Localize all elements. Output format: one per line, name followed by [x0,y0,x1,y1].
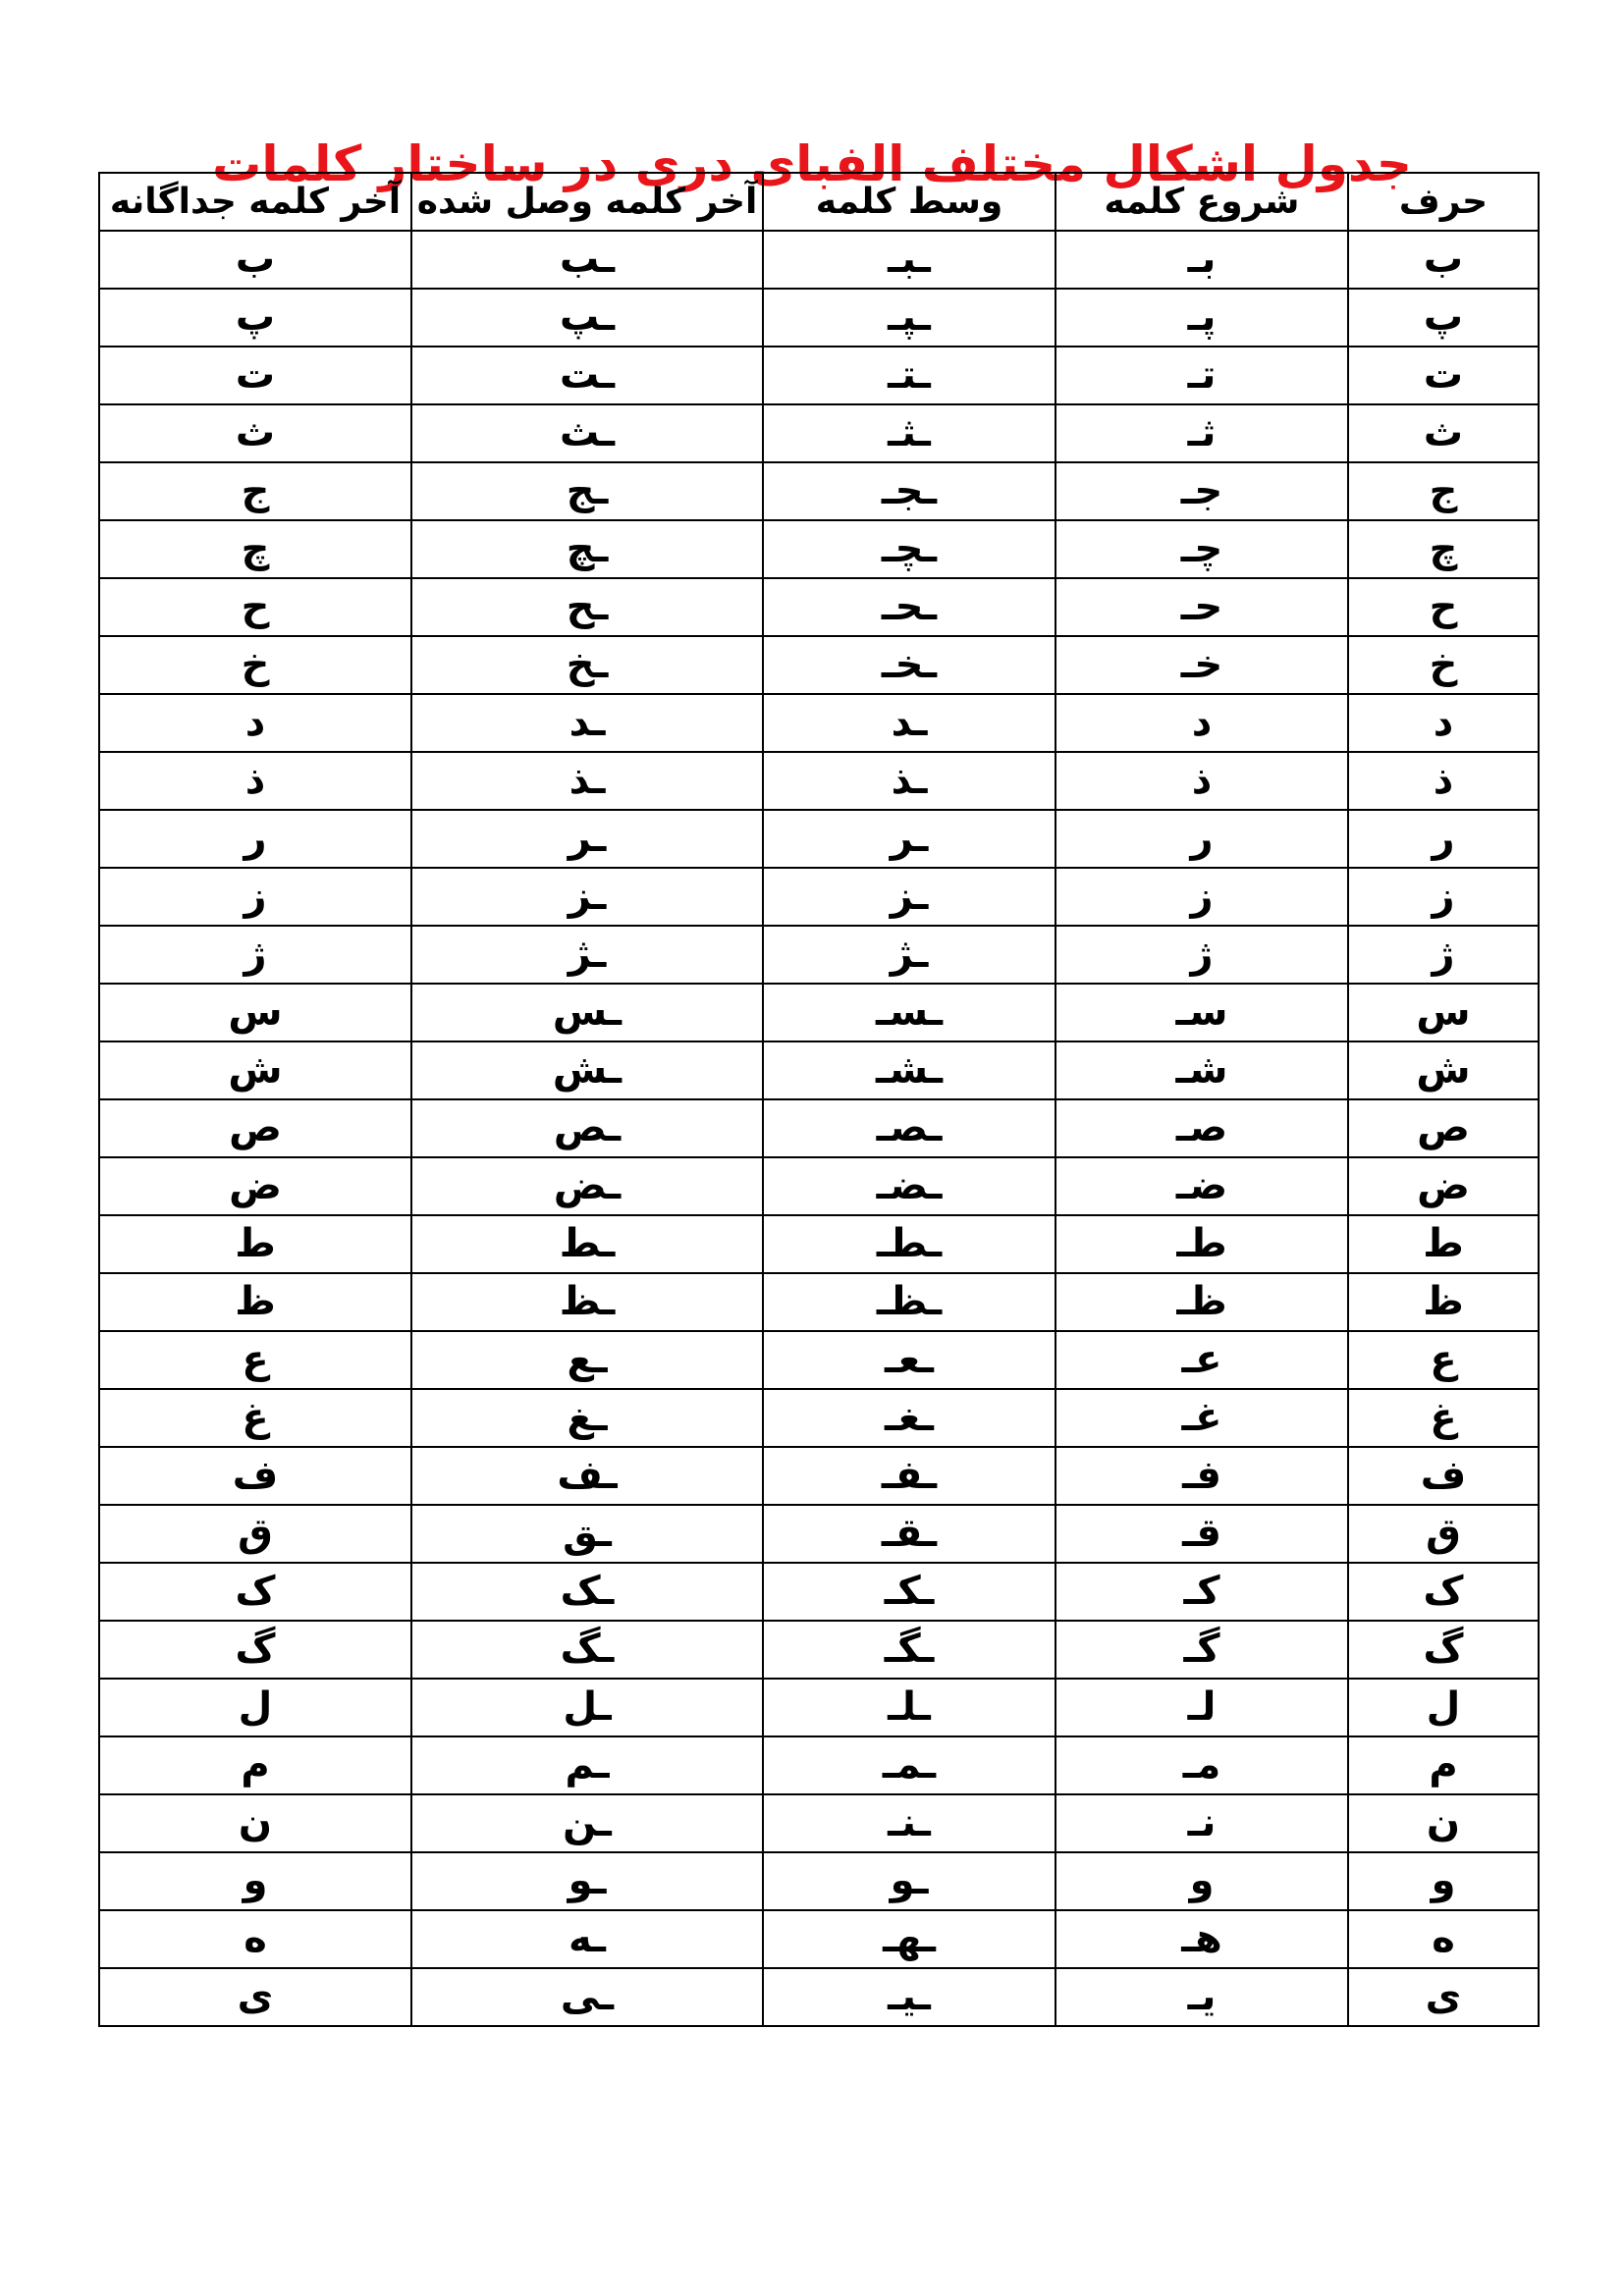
cell-final-isolated-form: ن [99,1794,411,1852]
cell-initial-form: شـ [1056,1041,1348,1099]
cell-letter: ز [1348,868,1539,926]
cell-medial-form: ـمـ [763,1736,1056,1794]
cell-final-joined-form: ـگ [411,1621,763,1679]
cell-final-joined-form: ـص [411,1099,763,1157]
cell-initial-form: بـ [1056,231,1348,289]
cell-initial-form: نـ [1056,1794,1348,1852]
cell-final-isolated-form: ظ [99,1273,411,1331]
cell-final-joined-form: ـش [411,1041,763,1099]
table-row [99,1389,1539,1447]
table-row [99,1505,1539,1563]
table-row [99,231,1539,289]
cell-initial-form: ثـ [1056,404,1348,462]
cell-medial-form: ـعـ [763,1331,1056,1389]
alphabet-forms-table [98,172,1540,2027]
cell-initial-form: چـ [1056,520,1348,578]
cell-initial-form: هـ [1056,1910,1348,1968]
cell-letter: ب [1348,231,1539,289]
cell-medial-form: ـپـ [763,289,1056,347]
cell-final-joined-form: ـس [411,984,763,1041]
cell-final-isolated-form: ط [99,1215,411,1273]
cell-letter: ذ [1348,752,1539,810]
cell-initial-form: قـ [1056,1505,1348,1563]
cell-letter: پ [1348,289,1539,347]
table-row [99,1273,1539,1331]
cell-letter: ط [1348,1215,1539,1273]
cell-final-joined-form: ـب [411,231,763,289]
cell-final-isolated-form: ل [99,1679,411,1736]
header-final-isolated: آخر کلمه جداگانه [99,173,411,231]
cell-final-isolated-form: ف [99,1447,411,1505]
cell-medial-form: ـخـ [763,636,1056,694]
cell-medial-form: ـنـ [763,1794,1056,1852]
cell-letter: و [1348,1852,1539,1910]
cell-initial-form: پـ [1056,289,1348,347]
cell-final-joined-form: ـک [411,1563,763,1621]
cell-final-joined-form: ـو [411,1852,763,1910]
cell-final-joined-form: ـت [411,347,763,404]
cell-letter: گ [1348,1621,1539,1679]
cell-initial-form: و [1056,1852,1348,1910]
cell-medial-form: ـگـ [763,1621,1056,1679]
cell-letter: ح [1348,578,1539,636]
cell-final-isolated-form: ر [99,810,411,868]
table-row [99,1099,1539,1157]
cell-letter: چ [1348,520,1539,578]
table-row [99,289,1539,347]
cell-medial-form: ـقـ [763,1505,1056,1563]
cell-final-isolated-form: ح [99,578,411,636]
table-row [99,1447,1539,1505]
cell-initial-form: فـ [1056,1447,1348,1505]
cell-final-joined-form: ـن [411,1794,763,1852]
cell-initial-form: یـ [1056,1968,1348,2026]
cell-initial-form: صـ [1056,1099,1348,1157]
cell-medial-form: ـذ [763,752,1056,810]
cell-final-joined-form: ـپ [411,289,763,347]
cell-final-isolated-form: خ [99,636,411,694]
table-row [99,1621,1539,1679]
cell-letter: ژ [1348,926,1539,984]
cell-initial-form: عـ [1056,1331,1348,1389]
table-row [99,752,1539,810]
table-row [99,1794,1539,1852]
cell-final-isolated-form: ع [99,1331,411,1389]
cell-medial-form: ـبـ [763,231,1056,289]
cell-final-isolated-form: ق [99,1505,411,1563]
cell-letter: ص [1348,1099,1539,1157]
cell-letter: ش [1348,1041,1539,1099]
table-row [99,636,1539,694]
cell-final-joined-form: ـچ [411,520,763,578]
cell-final-isolated-form: ش [99,1041,411,1099]
cell-final-joined-form: ـز [411,868,763,926]
cell-initial-form: حـ [1056,578,1348,636]
cell-medial-form: ـلـ [763,1679,1056,1736]
table-row [99,868,1539,926]
cell-medial-form: ـهـ [763,1910,1056,1968]
table-row [99,347,1539,404]
cell-initial-form: ضـ [1056,1157,1348,1215]
cell-initial-form: مـ [1056,1736,1348,1794]
cell-letter: ف [1348,1447,1539,1505]
table-row [99,1910,1539,1968]
cell-medial-form: ـسـ [763,984,1056,1041]
cell-letter: ر [1348,810,1539,868]
cell-final-joined-form: ـی [411,1968,763,2026]
table-row [99,1736,1539,1794]
table-row [99,694,1539,752]
header-medial: وسط کلمه [763,173,1056,231]
cell-initial-form: کـ [1056,1563,1348,1621]
cell-letter: س [1348,984,1539,1041]
cell-final-joined-form: ـم [411,1736,763,1794]
cell-final-joined-form: ـظ [411,1273,763,1331]
cell-final-isolated-form: ث [99,404,411,462]
table-row [99,1679,1539,1736]
table-row [99,810,1539,868]
cell-letter: ث [1348,404,1539,462]
cell-letter: ی [1348,1968,1539,2026]
cell-letter: ه [1348,1910,1539,1968]
cell-final-isolated-form: گ [99,1621,411,1679]
cell-letter: ک [1348,1563,1539,1621]
cell-final-isolated-form: ی [99,1968,411,2026]
cell-final-isolated-form: و [99,1852,411,1910]
cell-medial-form: ـضـ [763,1157,1056,1215]
cell-medial-form: ـتـ [763,347,1056,404]
table-header-row [99,173,1539,231]
cell-initial-form: جـ [1056,462,1348,520]
header-final-joined: آخر کلمه وصل شده [411,173,763,231]
cell-final-isolated-form: ک [99,1563,411,1621]
cell-medial-form: ـو [763,1852,1056,1910]
cell-initial-form: سـ [1056,984,1348,1041]
cell-initial-form: ذ [1056,752,1348,810]
cell-final-isolated-form: ت [99,347,411,404]
cell-final-isolated-form: ز [99,868,411,926]
cell-medial-form: ـر [763,810,1056,868]
cell-final-isolated-form: ه [99,1910,411,1968]
cell-medial-form: ـژ [763,926,1056,984]
header-initial: شروع کلمه [1056,173,1348,231]
cell-final-joined-form: ـه [411,1910,763,1968]
cell-final-isolated-form: ج [99,462,411,520]
cell-initial-form: تـ [1056,347,1348,404]
cell-letter: ل [1348,1679,1539,1736]
table-row [99,984,1539,1041]
table-row [99,1852,1539,1910]
table-row [99,1331,1539,1389]
cell-final-joined-form: ـح [411,578,763,636]
cell-letter: ق [1348,1505,1539,1563]
cell-final-joined-form: ـژ [411,926,763,984]
table-row [99,1157,1539,1215]
cell-medial-form: ـثـ [763,404,1056,462]
cell-final-isolated-form: د [99,694,411,752]
cell-initial-form: طـ [1056,1215,1348,1273]
cell-final-joined-form: ـد [411,694,763,752]
cell-letter: غ [1348,1389,1539,1447]
cell-medial-form: ـشـ [763,1041,1056,1099]
cell-initial-form: ظـ [1056,1273,1348,1331]
cell-final-isolated-form: غ [99,1389,411,1447]
cell-final-joined-form: ـق [411,1505,763,1563]
table-row [99,926,1539,984]
cell-final-joined-form: ـل [411,1679,763,1736]
cell-medial-form: ـفـ [763,1447,1056,1505]
cell-letter: م [1348,1736,1539,1794]
cell-initial-form: ز [1056,868,1348,926]
cell-final-isolated-form: پ [99,289,411,347]
cell-initial-form: ر [1056,810,1348,868]
table-row [99,1041,1539,1099]
cell-final-isolated-form: ب [99,231,411,289]
table-row [99,1563,1539,1621]
cell-final-isolated-form: م [99,1736,411,1794]
cell-final-joined-form: ـط [411,1215,763,1273]
cell-medial-form: ـظـ [763,1273,1056,1331]
table-row [99,520,1539,578]
cell-letter: خ [1348,636,1539,694]
table-body [99,231,1539,2026]
cell-final-isolated-form: ض [99,1157,411,1215]
cell-medial-form: ـحـ [763,578,1056,636]
header-letter: حرف [1348,173,1539,231]
cell-letter: د [1348,694,1539,752]
cell-final-isolated-form: س [99,984,411,1041]
cell-initial-form: د [1056,694,1348,752]
cell-letter: ج [1348,462,1539,520]
cell-final-isolated-form: ص [99,1099,411,1157]
cell-letter: ض [1348,1157,1539,1215]
table-row [99,462,1539,520]
cell-final-joined-form: ـج [411,462,763,520]
cell-final-joined-form: ـف [411,1447,763,1505]
cell-letter: ع [1348,1331,1539,1389]
cell-medial-form: ـطـ [763,1215,1056,1273]
cell-initial-form: خـ [1056,636,1348,694]
cell-final-joined-form: ـذ [411,752,763,810]
cell-initial-form: لـ [1056,1679,1348,1736]
table-row [99,1968,1539,2026]
cell-medial-form: ـز [763,868,1056,926]
cell-initial-form: گـ [1056,1621,1348,1679]
cell-final-isolated-form: ژ [99,926,411,984]
cell-letter: ت [1348,347,1539,404]
page-title: جدول اشکال مختلف الفبای دری در ساختار کلمات [212,134,1412,192]
table-row [99,1215,1539,1273]
cell-medial-form: ـیـ [763,1968,1056,2026]
cell-initial-form: غـ [1056,1389,1348,1447]
cell-final-joined-form: ـض [411,1157,763,1215]
cell-medial-form: ـکـ [763,1563,1056,1621]
cell-final-joined-form: ـر [411,810,763,868]
cell-medial-form: ـد [763,694,1056,752]
table-row [99,404,1539,462]
cell-final-joined-form: ـع [411,1331,763,1389]
table-row [99,578,1539,636]
cell-final-joined-form: ـغ [411,1389,763,1447]
cell-final-joined-form: ـث [411,404,763,462]
cell-initial-form: ژ [1056,926,1348,984]
cell-medial-form: ـجـ [763,462,1056,520]
cell-letter: ظ [1348,1273,1539,1331]
cell-medial-form: ـغـ [763,1389,1056,1447]
cell-final-joined-form: ـخ [411,636,763,694]
cell-letter: ن [1348,1794,1539,1852]
cell-final-isolated-form: ذ [99,752,411,810]
cell-medial-form: ـصـ [763,1099,1056,1157]
cell-final-isolated-form: چ [99,520,411,578]
cell-medial-form: ـچـ [763,520,1056,578]
